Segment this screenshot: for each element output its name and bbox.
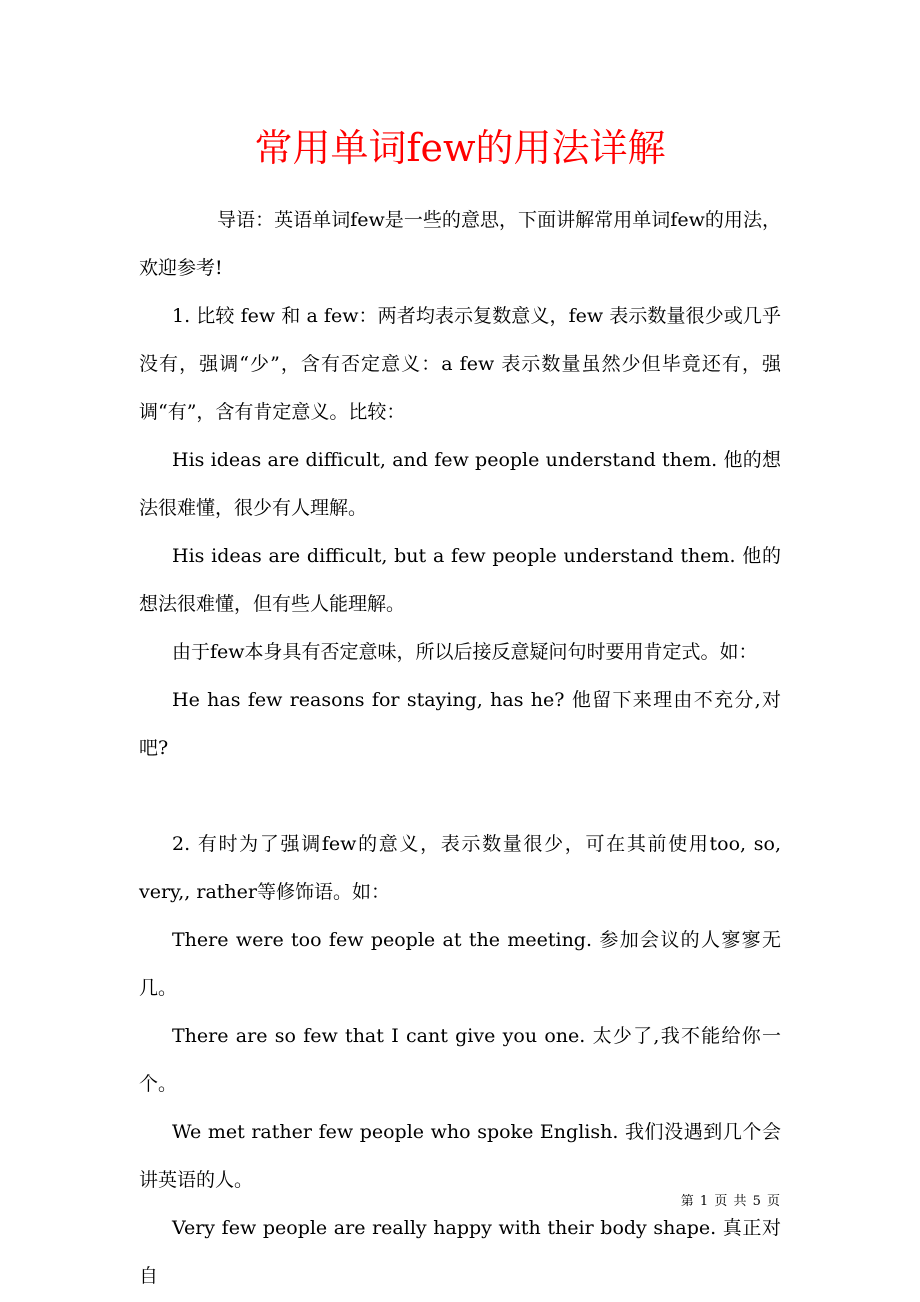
paragraph-example-so-few: There are so few that I cant give you one. 太少了,我不能给你一个。 [139, 1025, 781, 1095]
paragraph-tag-question-example: He has few reasons for staying, has he? 他留下来理由不充分,对吧? [139, 689, 781, 759]
paragraph-example-rather-few: We met rather few people who spoke English. 我们没遇到几个会讲英语的人。 [139, 1121, 781, 1191]
paragraph-example-too-few: There were too few people at the meeting. 参加会议的人寥寥无几。 [139, 929, 781, 999]
paragraph-gap [139, 772, 781, 820]
paragraph-modifiers: 2. 有时为了强调few的意义，表示数量很少，可在其前使用too, so, very,, rather等修饰语。如： [139, 833, 781, 903]
paragraph-intro: 导语：英语单词few是一些的意思，下面讲解常用单词few的用法，欢迎参考! [139, 209, 781, 279]
paragraph-compare: 1. 比较 few 和 a few：两者均表示复数意义，few 表示数量很少或几乎没有，强调“少”，含有否定意义：a few 表示数量虽然少但毕竟还有，强调“有”，含有肯定意义。比较： [139, 305, 781, 423]
document-title: 常用单词few的用法详解 [254, 126, 666, 170]
document-body [139, 196, 781, 1300]
page-number-footer: 第 1 页 共 5 页 [680, 1194, 781, 1209]
paragraph-example-a-few: His ideas are difficult, but a few people understand them. 他的想法很难懂，但有些人能理解。 [139, 545, 781, 615]
paragraph-example-very-few: Very few people are really happy with their body shape. 真正对自 [139, 1217, 781, 1287]
paragraph-example-few: His ideas are difficult, and few people understand them. 他的想法很难懂，很少有人理解。 [139, 449, 781, 519]
paragraph-tag-question-rule: 由于few本身具有否定意味，所以后接反意疑问句时要用肯定式。如： [172, 641, 758, 663]
